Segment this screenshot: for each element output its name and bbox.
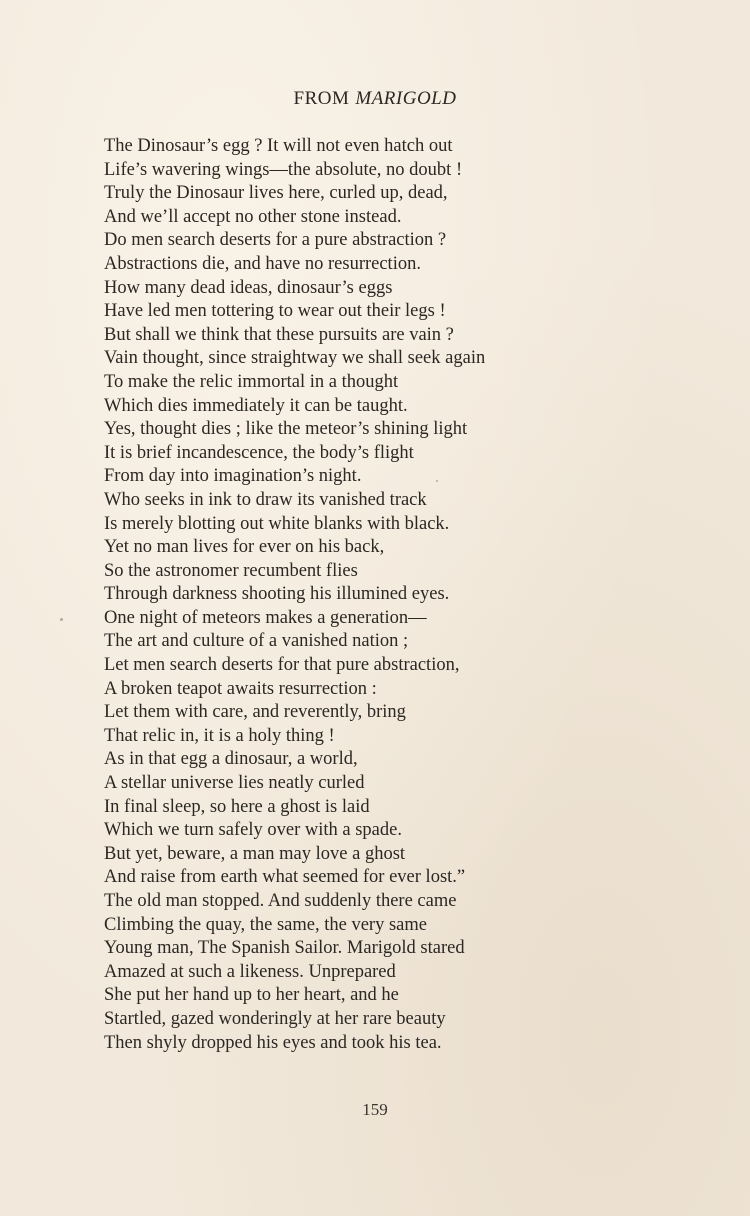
poem-line: Then shyly dropped his eyes and took his tea. [104, 1032, 442, 1053]
poem-line: The Dinosaur’s egg ? It will not even hatch out [104, 136, 453, 156]
poem-line: In final sleep, so here a ghost is laid [104, 796, 370, 817]
poem-line: A stellar universe lies neatly curled [104, 773, 365, 794]
poem-line: Yet no man lives for ever on his back, [104, 537, 385, 558]
poem-line: Abstractions die, and have no resurrection. [104, 253, 421, 274]
running-head-prefix: FROM [293, 88, 350, 109]
poem-line: How many dead ideas, dinosaur’s eggs [104, 277, 393, 298]
running-head [0, 88, 750, 110]
poem-line: It is brief incandescence, the body’s flight [104, 442, 414, 463]
poem-line: Through darkness shooting his illumined eyes. [104, 584, 450, 605]
poem-line: But shall we think that these pursuits are vain ? [104, 324, 454, 345]
poem-line: Have led men tottering to wear out their legs ! [104, 301, 446, 322]
poem-line: Yes, thought dies ; like the meteor’s shining light [104, 419, 468, 440]
poem-line: And raise from earth what seemed for ever lost.” [104, 867, 466, 888]
poem-line: Truly the Dinosaur lives here, curled up, dead, [104, 183, 448, 204]
poem-line: But yet, beware, a man may love a ghost [104, 843, 406, 864]
poem-line: Which we turn safely over with a spade. [104, 820, 402, 841]
poem-line: So the astronomer recumbent flies [104, 560, 358, 581]
poem-line: Amazed at such a likeness. Unprepared [104, 961, 396, 982]
poem-line: Startled, gazed wonderingly at her rare beauty [104, 1008, 446, 1029]
poem-line: As in that egg a dinosaur, a world, [104, 749, 358, 770]
poem-line: And we’ll accept no other stone instead. [104, 206, 402, 227]
poem-line: Which dies immediately it can be taught. [104, 395, 408, 416]
running-head-title: MARIGOLD [355, 88, 457, 109]
poem-line: To make the relic immortal in a thought [104, 371, 399, 392]
poem-line: Let men search deserts for that pure abstraction, [104, 655, 460, 676]
poem-line: Do men search deserts for a pure abstraction ? [104, 230, 447, 251]
poem-line: From day into imagination’s night. [104, 466, 362, 487]
poem-line: She put her hand up to her heart, and he [104, 985, 399, 1006]
poem-line: The art and culture of a vanished nation ; [104, 631, 409, 652]
poem-line: That relic in, it is a holy thing ! [104, 725, 335, 746]
poem-line: Life’s wavering wings—the absolute, no doubt ! [104, 159, 463, 180]
paper-speck [436, 480, 438, 482]
poem-line: Is merely blotting out white blanks with black. [104, 513, 450, 534]
paper-speck [60, 618, 63, 621]
poem-line: Vain thought, since straightway we shall seek again [104, 348, 486, 369]
poem-line: Let them with care, and reverently, bring [104, 702, 406, 723]
poem-line: One night of meteors makes a generation— [104, 607, 427, 628]
poem-line: Who seeks in ink to draw its vanished track [104, 489, 427, 510]
poem-line: The old man stopped. And suddenly there came [104, 891, 457, 911]
page-number: 159 [362, 1100, 388, 1119]
poem-line: A broken teapot awaits resurrection : [104, 678, 377, 699]
poem-line: Young man, The Spanish Sailor. Marigold stared [104, 938, 465, 959]
poem-line: Climbing the quay, the same, the very same [104, 914, 427, 935]
poem-text [104, 135, 704, 1055]
